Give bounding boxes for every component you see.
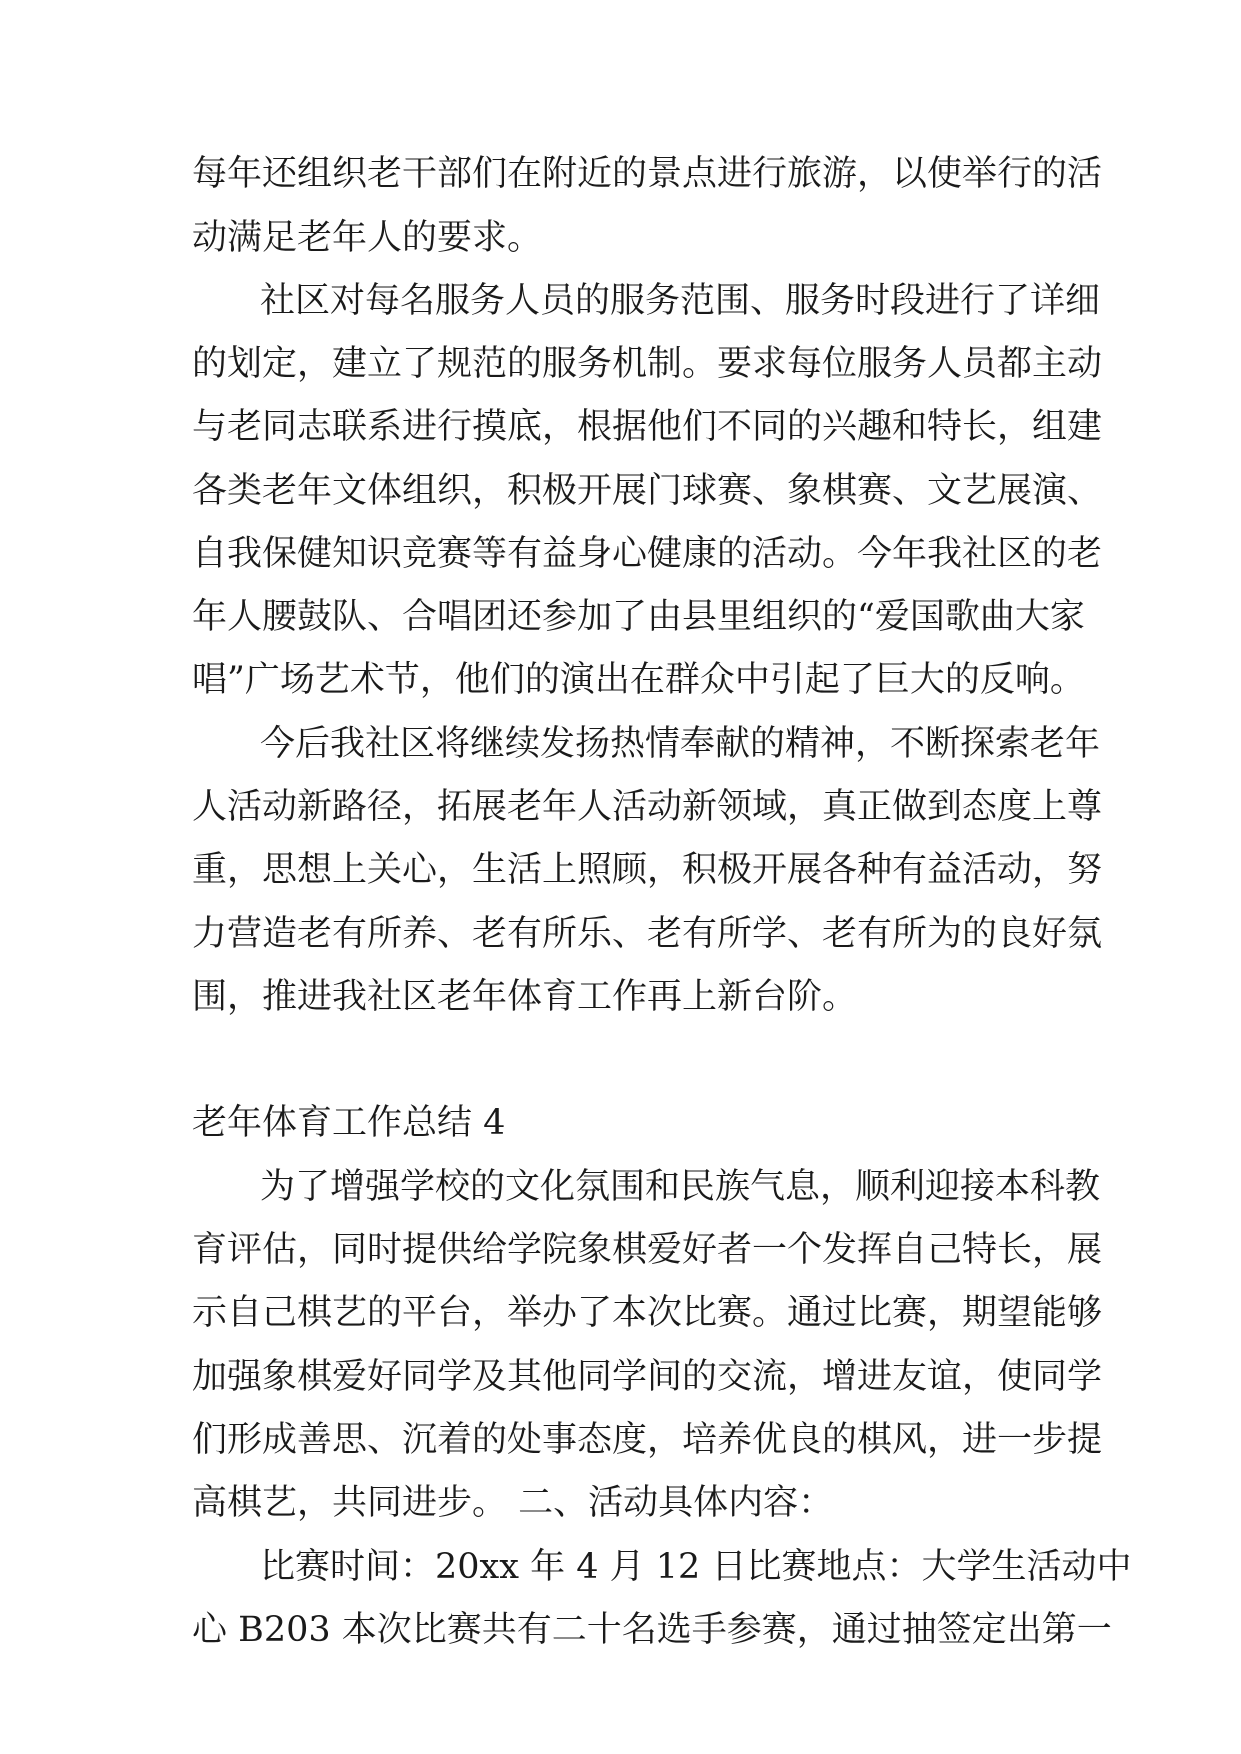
paragraph-line: 社区对每名服务人员的服务范围、服务时段进行了详细 bbox=[260, 281, 1101, 321]
paragraph-line: 与老同志联系进行摸底，根据他们不同的兴趣和特长，组建 bbox=[192, 407, 1103, 447]
paragraph-line: 重，思想上关心，生活上照顾，积极开展各种有益活动，努 bbox=[192, 850, 1103, 890]
paragraph-line: 高棋艺，共同进步。 二、活动具体内容： bbox=[192, 1483, 834, 1523]
paragraph-line: 动满足老年人的要求。 bbox=[192, 218, 543, 258]
paragraph-line: 人活动新路径，拓展老年人活动新领域，真正做到态度上尊 bbox=[192, 787, 1103, 827]
paragraph-line: 今后我社区将继续发扬热情奉献的精神，不断探索老年 bbox=[260, 724, 1101, 764]
paragraph-line: 的划定，建立了规范的服务机制。要求每位服务人员都主动 bbox=[192, 344, 1103, 384]
paragraph-line: 各类老年文体组织，积极开展门球赛、象棋赛、文艺展演、 bbox=[192, 471, 1103, 511]
paragraph-line: 力营造老有所养、老有所乐、老有所学、老有所为的良好氛 bbox=[192, 914, 1103, 954]
paragraph-line: 自我保健知识竞赛等有益身心健康的活动。今年我社区的老 bbox=[192, 534, 1103, 574]
paragraph-line: 为了增强学校的文化氛围和民族气息，顺利迎接本科教 bbox=[260, 1167, 1101, 1207]
paragraph-line: 育评估，同时提供给学院象棋爱好者一个发挥自己特长，展 bbox=[192, 1230, 1103, 1270]
paragraph-line: 比赛时间：20xx 年 4 月 12 日比赛地点：大学生活动中 bbox=[260, 1547, 1132, 1587]
paragraph-line: 唱”广场艺术节，他们的演出在群众中引起了巨大的反响。 bbox=[192, 660, 1085, 700]
paragraph-line: 围，推进我社区老年体育工作再上新台阶。 bbox=[192, 977, 858, 1017]
paragraph-line: 每年还组织老干部们在附近的景点进行旅游，以使举行的活 bbox=[192, 154, 1103, 194]
paragraph-line: 们形成善思、沉着的处事态度，培养优良的棋风，进一步提 bbox=[192, 1420, 1103, 1460]
section-heading: 老年体育工作总结 4 bbox=[192, 1103, 506, 1143]
paragraph-line: 加强象棋爱好同学及其他同学间的交流，增进友谊，使同学 bbox=[192, 1357, 1103, 1397]
paragraph-line: 年人腰鼓队、合唱团还参加了由县里组织的“爱国歌曲大家 bbox=[192, 597, 1085, 637]
paragraph-line: 示自己棋艺的平台，举办了本次比赛。通过比赛，期望能够 bbox=[192, 1293, 1103, 1333]
paragraph-line: 心 B203 本次比赛共有二十名选手参赛，通过抽签定出第一 bbox=[192, 1610, 1112, 1650]
